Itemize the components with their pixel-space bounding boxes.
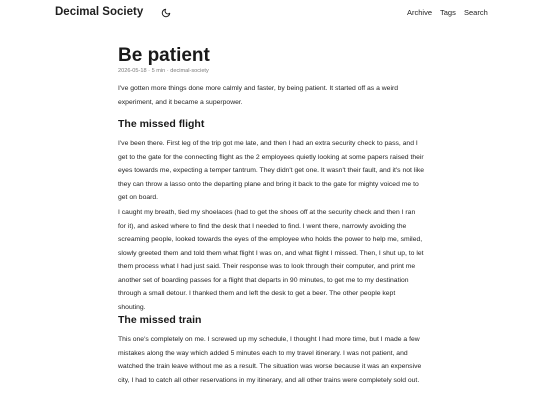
intro-paragraph: I've gotten more things done more calmly and faster, by being patient. It started off as a weird experiment, and it became a superpower. — [118, 85, 398, 106]
paragraph: I've been there. First leg of the trip got me late, and then I had an extra security check to pass, and I get to the gate for the connecting flight as the 2 employees quietly looking at some papers raised their eyes towards me, expecting a temper tantrum. They didn't get one. It wasn't their fault, and it's not like they can throw a lasso onto the departing plane and bring it back to the gate for mighty voiced me to get on board. — [118, 140, 425, 201]
post-meta: 2026-05-18 · 5 min · decimal-society — [118, 68, 209, 74]
section-heading-missed-train: The missed train — [118, 314, 202, 326]
site-header — [0, 0, 540, 26]
paragraph: This one's completely on me. I screwed up my schedule, I thought I had more time, but I made a few mistakes along the way which added 5 minutes each to my travel itinerary. I was not patient, and watched the train leave without me as a result. The situation was worse because it was an expensive city, I had to catch all other reservations in my itinerary, and all other trains were completely sold out. — [118, 336, 422, 384]
section-heading-missed-flight: The missed flight — [118, 118, 205, 130]
paragraph: I caught my breath, tied my shoelaces (had to get the shoes off at the security check and then I ran for it), and asked where to find the desk that I needed to find. I went there, narrowly avoiding the screaming people, looked towards the eyes of the employee who holds the power to help me, smiled, slowly greeted them and told them what flight I was on, and what flight I missed. Then, I shut up, to let them process what I had just said. Their response was to look through their computer, and print me another set of boarding passes for a flight that departs in 90 minutes, to get me to my destination through a small detour. I thanked them and left the desk to get a beer. The other people kept shouting. — [118, 209, 424, 311]
post-title: Be patient — [118, 45, 210, 66]
nav-tags-link[interactable]: Tags — [440, 8, 456, 17]
nav-search-link[interactable]: Search — [464, 8, 488, 17]
site-logo[interactable]: Decimal Society — [55, 6, 144, 18]
nav-archive-link[interactable]: Archive — [407, 8, 433, 17]
moon-icon[interactable] — [161, 8, 171, 18]
